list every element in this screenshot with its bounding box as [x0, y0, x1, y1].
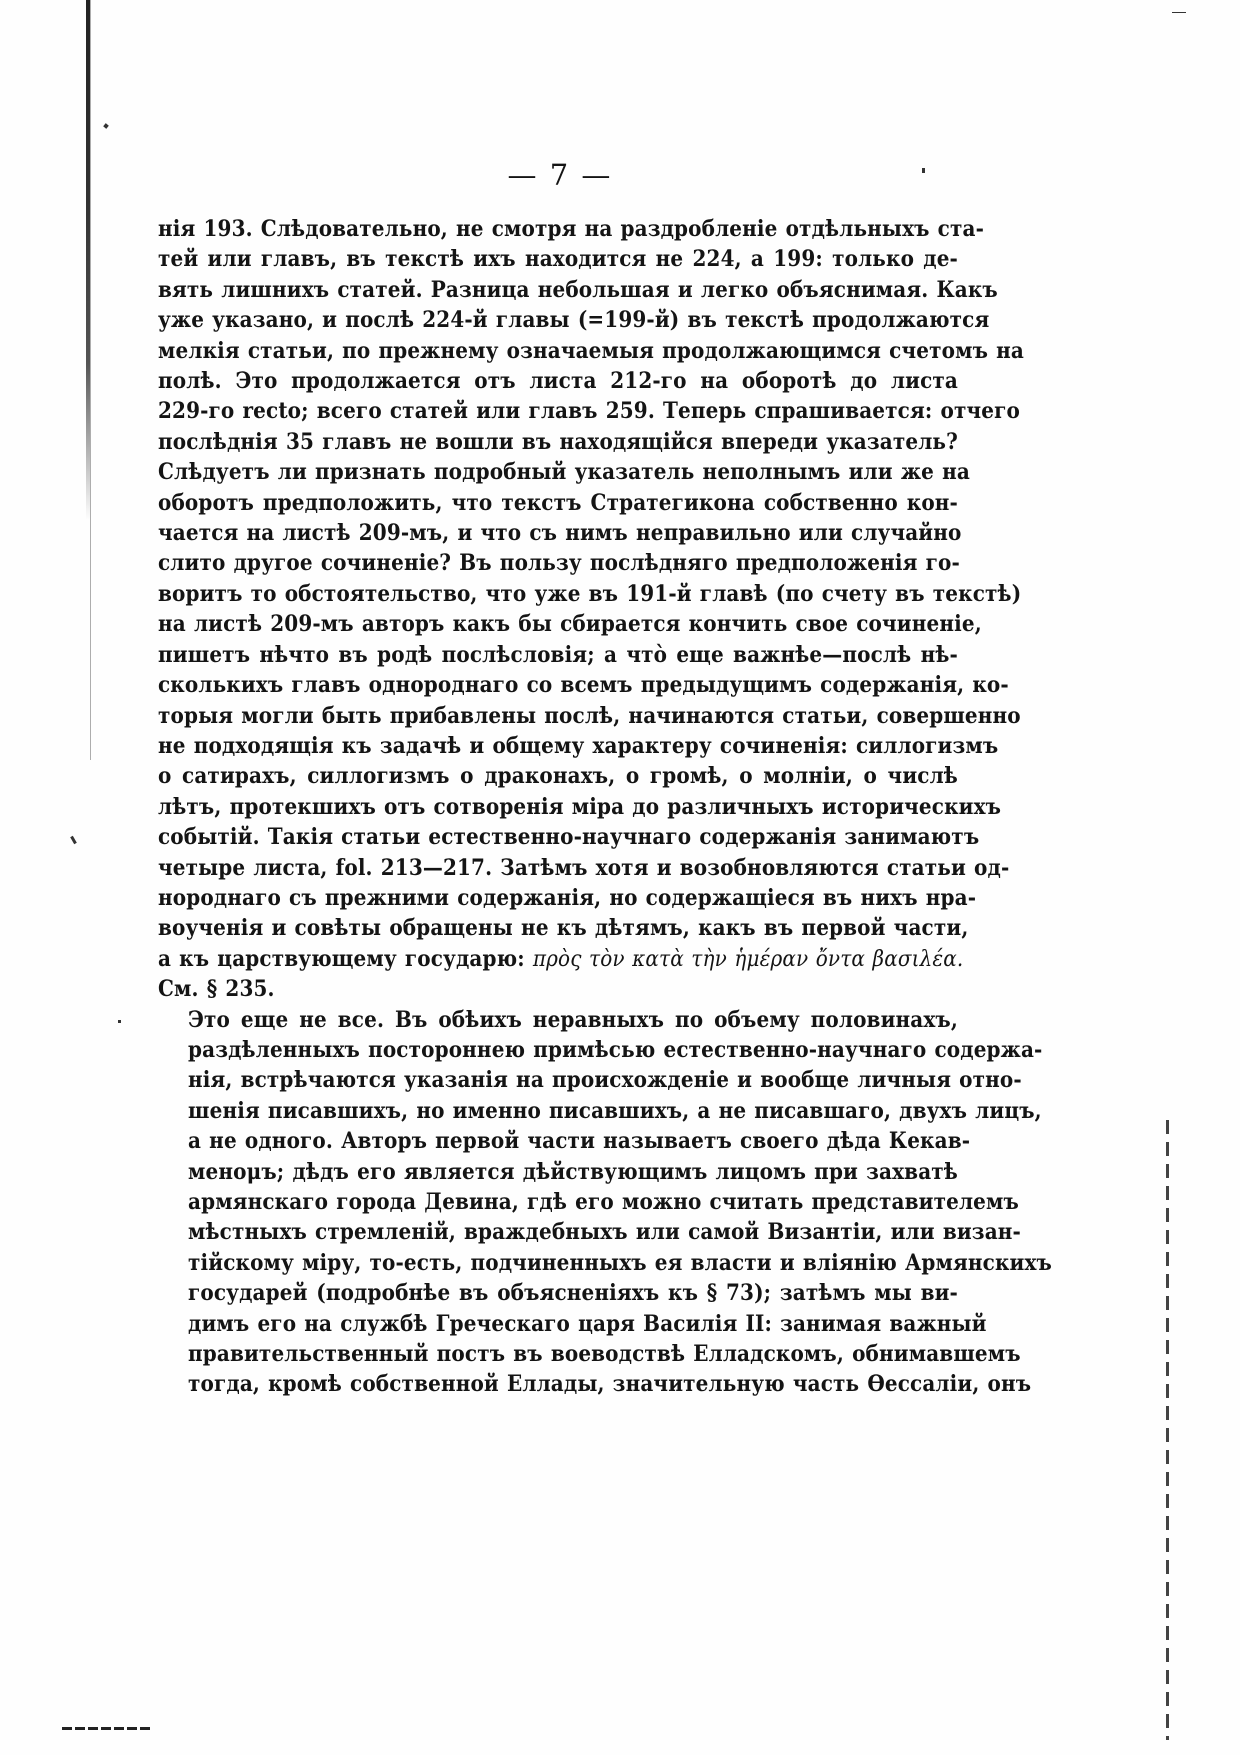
- text-line: слито другое сочиненіе? Въ пользу послѣдняго предположенія го-: [158, 550, 960, 577]
- text-line: а не одного. Авторъ первой части называетъ своего дѣда Кекав-: [188, 1128, 971, 1155]
- text-line: шенія писавшихъ, но именно писавшихъ, а не писавшаго, двухъ лицъ,: [188, 1097, 1042, 1124]
- scan-edge-line: [90, 0, 91, 760]
- text-line: пишетъ нѣчто въ родѣ послѣсловія; а что̀ еще важнѣе—послѣ нѣ-: [158, 641, 958, 668]
- text-line: нороднаго съ прежними содержанія, но содержащіеся въ нихъ нра-: [158, 884, 977, 911]
- text-line: тійскому міру, то-есть, подчиненныхъ ея власти и вліянію Армянскихъ: [188, 1249, 1053, 1276]
- text-line: нія, встрѣчаются указанія на происхожденіе и вообще личныя отно-: [188, 1067, 1022, 1094]
- text-line: событій. Такія статьи естественно-научнаго содержанія занимаютъ: [158, 824, 980, 851]
- text-line: сколькихъ главъ однороднаго со всемъ предыдущимъ содержанія, ко-: [158, 672, 1009, 699]
- text-line: тей или главъ, въ текстѣ ихъ находится не 224, а 199: только де-: [158, 246, 958, 273]
- scan-speck: [118, 1020, 121, 1023]
- text-line: мѣстныхъ стремленій, враждебныхъ или самой Византіи, или визан-: [188, 1219, 1021, 1246]
- scan-bottom-mark: [62, 1727, 150, 1730]
- page-number: — 7 —: [507, 158, 613, 192]
- text-line: государей (подробнѣе въ объясненіяхъ къ § 73); затѣмъ мы ви-: [188, 1280, 958, 1307]
- text-line-with-greek: [158, 944, 964, 974]
- text-line: воученія и совѣты обращены не къ дѣтямъ, какъ въ первой части,: [158, 915, 969, 942]
- text-line: раздѣленныхъ постороннею примѣсью естественно-научнаго содержа-: [188, 1036, 1043, 1063]
- text-line: тогда, кромѣ собственной Еллады, значительную часть Ѳессаліи, онъ: [188, 1371, 1032, 1398]
- text-line: 229-го recto; всего статей или главъ 259. Теперь спрашивается: отчего: [158, 398, 1020, 425]
- text-line: не подходящія къ задачѣ и общему характеру сочиненія: силлогизмъ: [158, 732, 999, 759]
- paragraph-2: [158, 1005, 1053, 1400]
- text-line: послѣднія 35 главъ не вошли въ находящійся впереди указатель?: [158, 428, 958, 455]
- text-line: о сатирахъ, силлогизмъ о драконахъ, о громѣ, о молніи, о числѣ: [158, 763, 958, 790]
- paragraph-1: [158, 214, 1024, 1005]
- text-line: нія 193. Слѣдовательно, не смотря на раздробленіе отдѣльныхъ ста-: [158, 216, 985, 242]
- scan-speck: [1172, 12, 1186, 13]
- text-line: димъ его на службѣ Греческаго царя Василія II: занимая важный: [188, 1310, 987, 1337]
- scan-edge-right-dashes: [1166, 1120, 1169, 1740]
- text-line: правительственный постъ въ воеводствѣ Елладскомъ, обнимавшемъ: [188, 1341, 1021, 1368]
- text-body: [158, 214, 1053, 1400]
- greek-phrase: πρὸς τὸν κατὰ τὴν ἡμέραν ὄντα βασιλέα.: [532, 945, 964, 972]
- text-line: армянскаго города Девина, гдѣ его можно считать представителемъ: [188, 1189, 1019, 1215]
- scan-speck: [70, 836, 77, 844]
- text-line: четыре листа, fol. 213—217. Затѣмъ хотя и возобновляются статьи од-: [158, 854, 1010, 881]
- text-line: мелкія статьи, по прежнему означаемыя продолжающимся счетомъ на: [158, 337, 1024, 364]
- text-line: торыя могли быть прибавлены послѣ, начинаются статьи, совершенно: [158, 702, 1021, 729]
- text-line: См. § 235.: [158, 976, 275, 1003]
- text-line: чается на листѣ 209-мъ, и что съ нимъ неправильно или случайно: [158, 520, 962, 547]
- greek-line-prefix: а къ царствующему государю:: [158, 945, 525, 972]
- text-line: Это еще не все. Въ обѣихъ неравныхъ по объему половинахъ,: [188, 1006, 958, 1033]
- text-line: на листѣ 209-мъ авторъ какъ бы сбирается кончить свое сочиненіе,: [158, 611, 982, 638]
- text-line: уже указано, и послѣ 224-й главы (=199-й) въ текстѣ продолжаются: [158, 307, 990, 334]
- scan-speck: [103, 123, 109, 129]
- text-line: вять лишнихъ статей. Разница небольшая и легко объяснимая. Какъ: [158, 276, 998, 303]
- text-line: оборотъ предположить, что текстъ Стратегикона собственно кон-: [158, 489, 958, 516]
- text-line: менομъ; дѣдъ его является дѣйствующимъ лицомъ при захватѣ: [188, 1158, 958, 1185]
- text-line: лѣтъ, протекшихъ отъ сотворенія міра до различныхъ историческихъ: [158, 793, 1002, 820]
- text-line: Слѣдуетъ ли признать подробный указатель неполнымъ или же на: [158, 459, 970, 486]
- text-line: воритъ то обстоятельство, что уже въ 191-й главѣ (по счету въ текстѣ): [158, 580, 1022, 607]
- text-line: полѣ. Это продолжается отъ листа 212-го на оборотѣ до листа: [158, 368, 958, 395]
